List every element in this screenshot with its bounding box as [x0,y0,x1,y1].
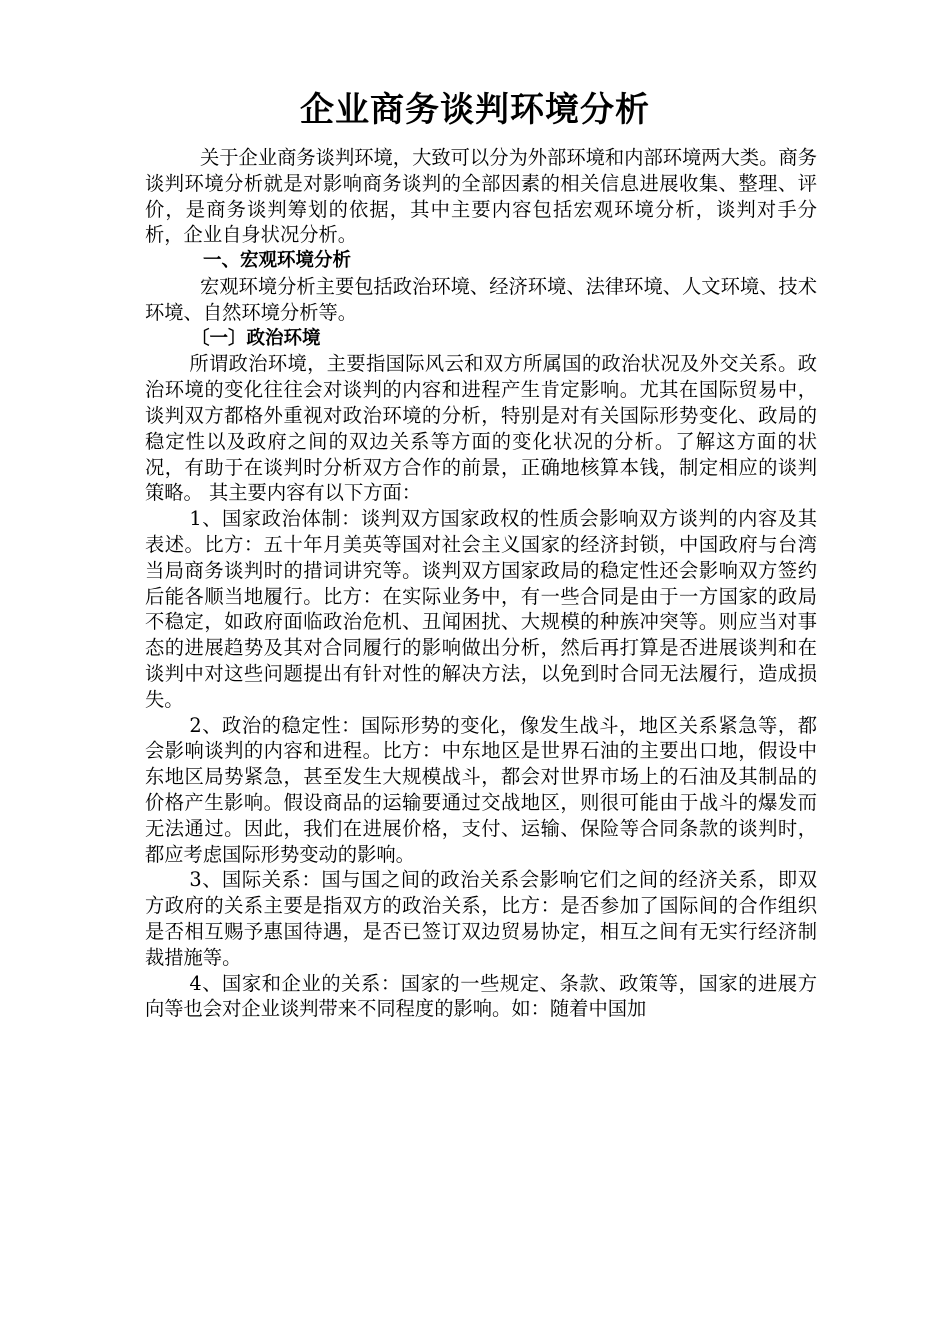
list-item-international-relations: 3、国际关系：国与国之间的政治关系会影响它们之间的经济关系，即双方政府的关系主要是指双方的政治关系，比方：是否参加了国际间的合作组织是否相互赐予惠国待遇，是否已签订双边贸易协定，相互之间有无实行经济制裁措施等。 [145,868,817,969]
section-heading-macro-environment: 一、宏观环境分析 [203,250,352,272]
document-title: 企业商务谈判环境分析 [300,90,650,130]
subsection-heading-political-environment: 〔一〕政治环境 [191,327,321,349]
political-environment-paragraph: 所谓政治环境，主要指国际风云和双方所属国的政治状况及外交关系。政治环境的变化往往会对谈判的内容和进程产生肯定影响。尤其在国际贸易中，谈判双方都格外重视对政治环境的分析，特别是对有关国际形势变化、政局的稳定性以及政府之间的双边关系等方面的变化状况的分析。了解这方面的状况，有助于在谈判时分析双方合作的前景，正确地核算本钱，制定相应的谈判策略。 其主要内容有以下方面： [145,352,817,505]
list-item-state-enterprise-relations: 4、国家和企业的关系：国家的一些规定、条款、政策等，国家的进展方向等也会对企业谈判带来不同程度的影响。如：随着中国加 [145,971,817,1021]
list-item-political-stability: 2、政治的稳定性：国际形势的变化，像发生战斗，地区关系紧急等，都会影响谈判的内容和进程。比方：中东地区是世界石油的主要出口地，假设中东地区局势紧急，甚至发生大规模战斗，都会对世界市场上的石油及其制品的价格产生影响。假设商品的运输要通过交战地区，则很可能由于战斗的爆发而无法通过。因此，我们在进展价格，支付、运输、保险等合同条款的谈判时，都应考虑国际形势变动的影响。 [145,713,817,866]
document-body [145,145,817,1022]
intro-paragraph: 关于企业商务谈判环境，大致可以分为外部环境和内部环境两大类。商务谈判环境分析就是对影响商务谈判的全部因素的相关信息进展收集、整理、评价，是商务谈判筹划的依据，其中主要内容包括宏观环境分析，谈判对手分析，企业自身状况分析。 [145,146,817,247]
macro-environment-paragraph: 宏观环境分析主要包括政治环境、经济环境、法律环境、人文环境、技术环境、自然环境分析等。 [145,274,817,324]
list-item-political-system: 1、国家政治体制：谈判双方国家政权的性质会影响双方谈判的内容及其表述。比方：五十年月美英等国对社会主义国家的经济封锁，中国政府与台湾当局商务谈判时的措词讲究等。谈判双方国家政局的稳定性还会影响双方签约后能各顺当地履行。比方：在实际业务中，有一些合同是由于一方国家的政局不稳定，如政府面临政治危机、丑闻困扰、大规模的种族冲突等。则应当对事态的进展趋势及其对合同履行的影响做出分析，然后再打算是否进展谈判和在谈判中对这些问题提出有针对性的解决方法，以免到时合同无法履行，造成损失。 [145,507,817,711]
